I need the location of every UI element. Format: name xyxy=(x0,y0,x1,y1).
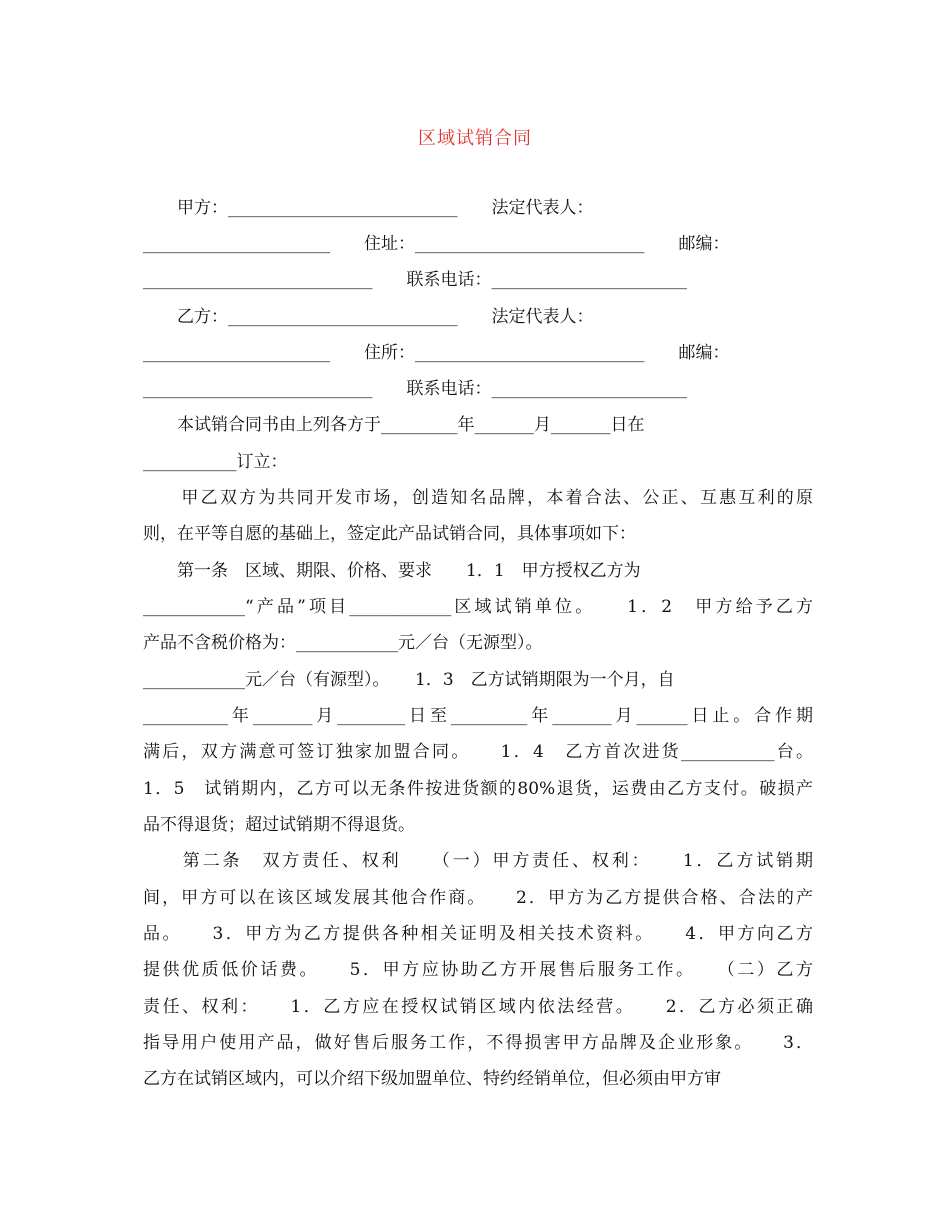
article-one-line xyxy=(143,740,813,764)
text-line: ___________订立： xyxy=(143,452,288,472)
article-one-line xyxy=(143,595,813,619)
document-title: 区域试销合同 xyxy=(418,128,532,149)
party-b-address-line xyxy=(143,341,813,365)
party-a-phone-line xyxy=(143,268,813,292)
article-two-line: 品。 3．甲方为乙方提供各种相关证明及相关技术资料。 4．甲方向乙方 xyxy=(143,924,813,944)
text-line: __________年_______月________日至_________年_______月______日止。合作期 xyxy=(143,706,813,726)
paragraph-line: 甲乙双方为共同开发市场，创造知名品牌，本着合法、公正、互惠互利的原 xyxy=(143,488,813,508)
text-line: ____________元／台（有源型）。 1．3 乙方试销期限为一个月，自 xyxy=(143,670,675,690)
signing-date-line xyxy=(143,413,813,437)
article-one-line xyxy=(143,631,813,655)
text-line: 本试销合同书由上列各方于_________年_______月_______日在 xyxy=(143,415,645,435)
article-one-line xyxy=(143,668,813,692)
text-line: 满后，双方满意可签订独家加盟合同。 1．4 乙方首次进货___________台。 xyxy=(143,742,813,762)
article-two-line: 指导用户使用产品，做好售后服务工作，不得损害甲方品牌及企业形象。 3． xyxy=(143,1033,813,1053)
article-two-line: 间，甲方可以在该区域发展其他合作商。 2．甲方为乙方提供合格、合法的产 xyxy=(143,888,813,908)
text-line: 第一条 区域、期限、价格、要求 1．1 甲方授权乙方为 xyxy=(143,561,641,581)
article-two-line: 乙方在试销区域内，可以介绍下级加盟单位、特约经销单位，但必须由甲方审 xyxy=(143,1069,721,1089)
party-a-line xyxy=(143,196,813,220)
party-b-phone-line xyxy=(143,377,813,401)
text-line: 甲方：___________________________ 法定代表人： xyxy=(143,198,594,218)
text-line: 产品不含税价格为：____________元／台（无源型）。 xyxy=(143,633,543,653)
text-line: ______________________ 住所：___________________________ 邮编： xyxy=(143,343,730,363)
text-line: 乙方：___________________________ 法定代表人： xyxy=(143,307,594,327)
signing-place-line xyxy=(143,450,813,474)
text-line: ______________________ 住址：___________________________ 邮编： xyxy=(143,234,730,254)
article-two-line: 责任、权利： 1．乙方应在授权试销区域内依法经营。 2．乙方必须正确 xyxy=(143,997,813,1017)
paragraph-line: 则，在平等自愿的基础上，签定此产品试销合同，具体事项如下： xyxy=(143,524,636,544)
party-b-line xyxy=(143,305,813,329)
text-line: ____________“产品”项目____________区域试销单位。 1．2 甲方给予乙方 xyxy=(143,597,813,617)
text-line: ___________________________ 联系电话：_______________________ xyxy=(143,379,687,399)
article-one-line xyxy=(143,559,813,583)
text-line: ___________________________ 联系电话：_______________________ xyxy=(143,270,687,290)
article-one-line: 品不得退货；超过试销期不得退货。 xyxy=(143,815,415,835)
article-two-line: 提供优质低价话费。 5．甲方应协助乙方开展售后服务工作。 （二）乙方 xyxy=(143,960,813,980)
article-one-line: 1．5 试销期内，乙方可以无条件按进货额的80%退货，运费由乙方支付。破损产 xyxy=(143,779,813,799)
article-one-line xyxy=(143,704,813,728)
party-a-address-line xyxy=(143,232,813,256)
article-two-line: 第二条 双方责任、权利 （一）甲方责任、权利： 1．乙方试销期 xyxy=(143,851,813,871)
